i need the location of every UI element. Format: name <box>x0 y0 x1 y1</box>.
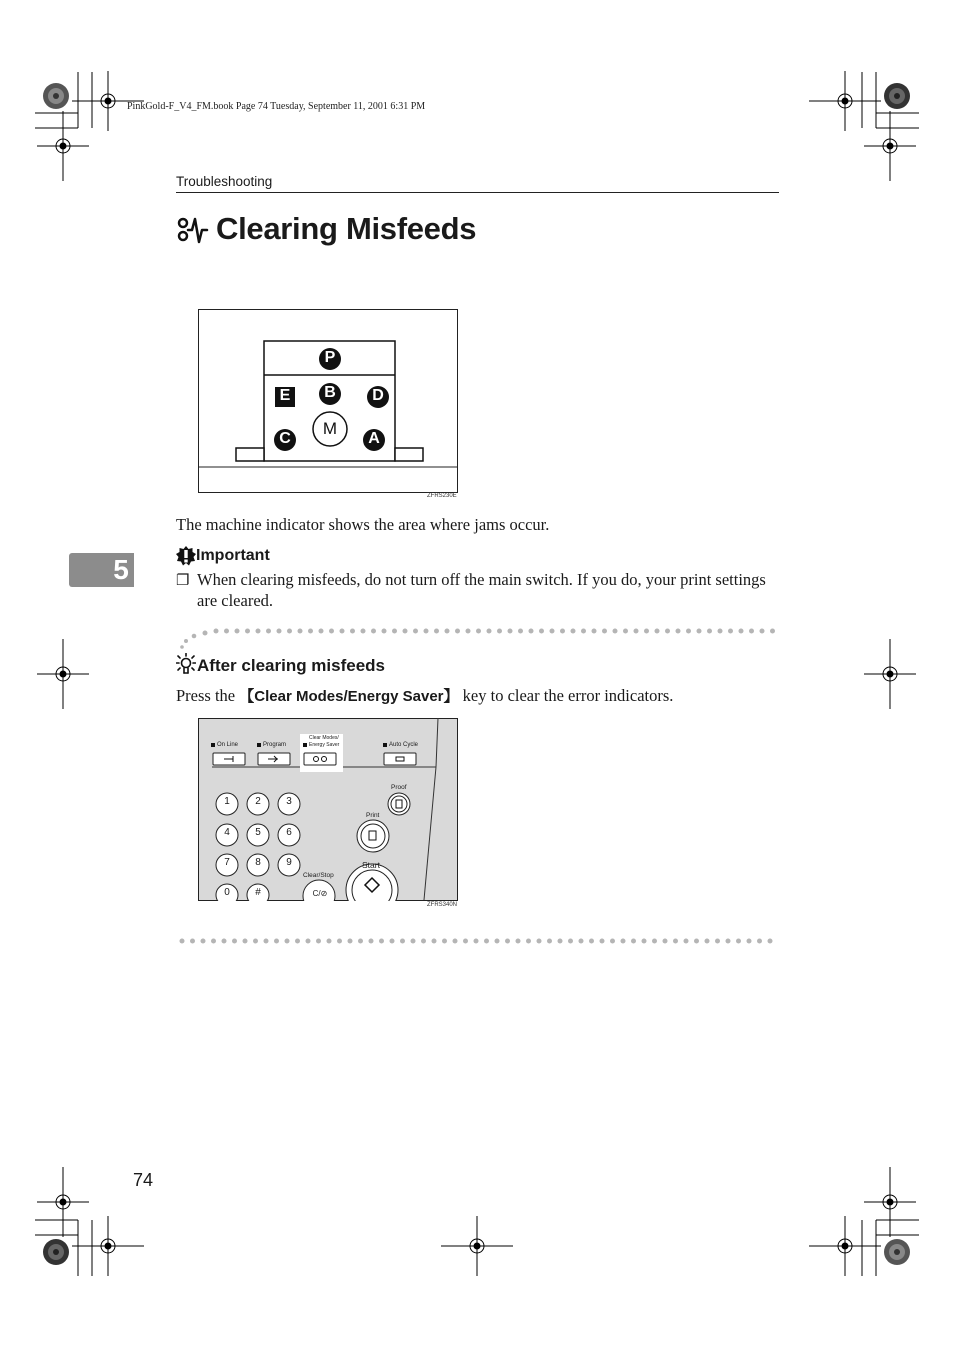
separator-dot <box>568 939 573 944</box>
separator-dot <box>306 939 311 944</box>
print-label: Print <box>366 812 380 819</box>
separator-dot <box>579 939 584 944</box>
clear-stop-key: C/⊘ <box>312 889 328 898</box>
separator-dot <box>455 629 460 634</box>
key-6: 6 <box>286 827 292 838</box>
separator-dot <box>190 939 195 944</box>
separator-dot <box>718 629 723 634</box>
figure-code-2: ZFRS340N <box>427 902 458 908</box>
chapter-number: 5 <box>113 554 129 585</box>
indicator-a: A <box>368 430 380 447</box>
misfeed-icon <box>176 216 210 246</box>
separator-dot <box>623 629 628 634</box>
separator-dot <box>392 629 397 634</box>
separator-dot <box>684 939 689 944</box>
separator-dot <box>613 629 618 634</box>
proof-label: Proof <box>391 784 407 791</box>
separator-dot <box>642 939 647 944</box>
figure-caption: The machine indicator shows the area where jams occur. <box>176 515 550 534</box>
separator-dot <box>348 939 353 944</box>
separator-dot <box>232 939 237 944</box>
separator-dot <box>421 939 426 944</box>
separator-dot <box>600 939 605 944</box>
control-panel-figure <box>198 718 458 908</box>
separator-dot <box>361 629 366 634</box>
key-hash: # <box>255 887 261 898</box>
separator-dot <box>516 939 521 944</box>
separator-dot <box>770 629 775 634</box>
separator-dot <box>411 939 416 944</box>
key-3: 3 <box>286 796 292 807</box>
separator-dot <box>505 939 510 944</box>
separator-dot <box>529 629 534 634</box>
separator-dot <box>537 939 542 944</box>
separator-dot <box>631 939 636 944</box>
separator-dot <box>497 629 502 634</box>
separator-dot <box>550 629 555 634</box>
key-8: 8 <box>255 857 261 868</box>
tip-heading: After clearing misfeeds <box>197 656 386 675</box>
separator-dot <box>329 629 334 634</box>
separator-dot <box>340 629 345 634</box>
separator-dot <box>424 629 429 634</box>
separator-dot <box>760 629 765 634</box>
separator-dot <box>707 629 712 634</box>
separator-dot <box>715 939 720 944</box>
tip-text-suffix: key to clear the error indicators. <box>458 686 674 705</box>
separator-dot <box>686 629 691 634</box>
separator-dot <box>610 939 615 944</box>
clear-stop-label: Clear/Stop <box>303 872 334 879</box>
indicator-p: P <box>324 349 336 366</box>
separator-dot <box>442 939 447 944</box>
separator-dot <box>256 629 261 634</box>
separator-dot <box>319 629 324 634</box>
separator-dot <box>736 939 741 944</box>
key-5: 5 <box>255 827 261 838</box>
book-info-line: PinkGold-F_V4_FM.book Page 74 Tuesday, September 11, 2001 6:31 PM <box>127 101 426 112</box>
tip-instruction <box>176 685 673 707</box>
indicator-e: E <box>279 387 291 404</box>
separator-dot <box>453 939 458 944</box>
separator-dot <box>644 629 649 634</box>
separator-dot <box>476 629 481 634</box>
key-bracket-close: 】 <box>443 688 459 705</box>
separator-dot <box>621 939 626 944</box>
separator-dot <box>400 939 405 944</box>
separator-dot <box>350 629 355 634</box>
separator-dot <box>571 629 576 634</box>
separator-dot <box>673 939 678 944</box>
separator-dot <box>434 629 439 634</box>
key-9: 9 <box>286 857 292 868</box>
separator-dot <box>739 629 744 634</box>
separator-dot <box>747 939 752 944</box>
separator-dot <box>298 629 303 634</box>
program-label: Program <box>263 742 287 748</box>
figure-code: ZFRS230E <box>427 493 457 499</box>
online-label: On Line <box>217 742 239 748</box>
separator-dot <box>749 629 754 634</box>
clear-modes-label-2: Energy Saver <box>309 742 340 748</box>
important-text: When clearing misfeeds, do not turn off the main switch. If you do, your print settings are cleared. <box>197 570 766 610</box>
indicator-m: M <box>322 419 338 438</box>
separator-dot <box>266 629 271 634</box>
separator-dot <box>308 629 313 634</box>
separator-dot <box>243 939 248 944</box>
header-rule <box>176 192 779 193</box>
separator-dot <box>560 629 565 634</box>
separator-dot <box>224 629 229 634</box>
separator-dot <box>558 939 563 944</box>
separator-dot <box>445 629 450 634</box>
separator-dot <box>201 939 206 944</box>
separator-dot <box>581 629 586 634</box>
key-4: 4 <box>224 827 230 838</box>
tip-separator-top <box>176 625 780 651</box>
separator-dot <box>390 939 395 944</box>
separator-dot <box>371 629 376 634</box>
separator-dot <box>214 629 219 634</box>
separator-dot <box>316 939 321 944</box>
key-2: 2 <box>255 796 261 807</box>
tip-separator-bottom <box>176 936 780 946</box>
separator-dot <box>652 939 657 944</box>
checkbox-bullet: ❐ <box>176 573 190 589</box>
separator-dot <box>277 629 282 634</box>
separator-dot <box>222 939 227 944</box>
separator-dot <box>180 939 185 944</box>
separator-dot <box>663 939 668 944</box>
separator-dot <box>432 939 437 944</box>
separator-dot <box>403 629 408 634</box>
separator-dot <box>358 939 363 944</box>
running-head: Troubleshooting <box>176 174 273 189</box>
auto-cycle-label: Auto Cycle <box>389 742 419 748</box>
separator-dot <box>768 939 773 944</box>
separator-dot <box>728 629 733 634</box>
lightbulb-icon <box>176 653 196 675</box>
separator-dot <box>726 939 731 944</box>
separator-dot <box>474 939 479 944</box>
clear-modes-label-1: Clear Modes/ <box>309 735 339 741</box>
separator-dot <box>285 939 290 944</box>
separator-dot <box>487 629 492 634</box>
separator-dot <box>235 629 240 634</box>
indicator-d: D <box>372 387 384 404</box>
separator-dot <box>337 939 342 944</box>
separator-dot <box>705 939 710 944</box>
key-bracket-open: 【 <box>239 688 255 705</box>
separator-dot <box>676 629 681 634</box>
jam-indicator-figure <box>198 309 458 499</box>
separator-dot <box>547 939 552 944</box>
separator-dot <box>694 939 699 944</box>
separator-dot <box>264 939 269 944</box>
separator-dot <box>295 939 300 944</box>
important-icon <box>176 546 196 566</box>
indicator-c: C <box>279 430 291 447</box>
separator-dot <box>253 939 258 944</box>
separator-dot <box>602 629 607 634</box>
separator-dot <box>589 939 594 944</box>
page-number: 74 <box>133 1170 154 1190</box>
separator-dot <box>413 629 418 634</box>
separator-dot <box>539 629 544 634</box>
key-1: 1 <box>224 796 230 807</box>
separator-dot <box>518 629 523 634</box>
key-7: 7 <box>224 857 230 868</box>
section-title: Clearing Misfeeds <box>216 211 477 246</box>
separator-dot <box>274 939 279 944</box>
tip-text-prefix: Press the <box>176 686 240 705</box>
separator-dot <box>655 629 660 634</box>
separator-dot <box>382 629 387 634</box>
key-0: 0 <box>224 887 230 898</box>
separator-dot <box>463 939 468 944</box>
separator-dot <box>369 939 374 944</box>
separator-dot <box>327 939 332 944</box>
separator-dot <box>287 629 292 634</box>
key-name: Clear Modes/Energy Saver <box>254 688 444 705</box>
separator-dot <box>592 629 597 634</box>
start-label: Start <box>362 860 380 870</box>
separator-dot <box>634 629 639 634</box>
separator-dot <box>697 629 702 634</box>
separator-dot <box>484 939 489 944</box>
separator-dot <box>526 939 531 944</box>
separator-dot <box>665 629 670 634</box>
separator-dot <box>757 939 762 944</box>
separator-dot <box>508 629 513 634</box>
separator-dot <box>379 939 384 944</box>
important-heading: Important <box>196 547 270 564</box>
separator-dot <box>211 939 216 944</box>
separator-dot <box>495 939 500 944</box>
separator-dot <box>466 629 471 634</box>
indicator-b: B <box>324 384 336 401</box>
separator-dot <box>245 629 250 634</box>
